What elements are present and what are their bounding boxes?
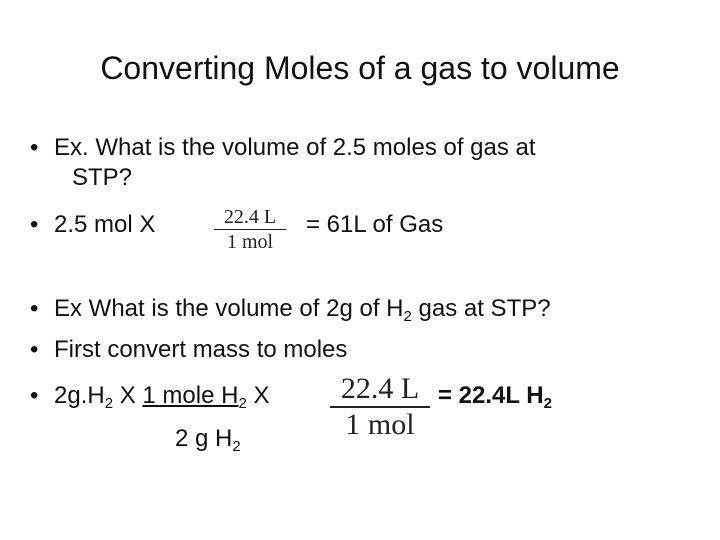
bullet-5-times-2: X <box>246 382 270 409</box>
bullet-5-prefix-subscript: 2 <box>104 395 114 412</box>
denominator-text: 2 g H <box>175 425 233 452</box>
bullet-3-end: gas at STP? <box>411 295 551 322</box>
bullet-1-line-1: Ex. What is the volume of 2.5 moles of gas at <box>54 134 536 161</box>
bullet-5-prefix: 2g.H <box>54 382 105 409</box>
bullet-2-prefix: 2.5 mol X <box>54 211 156 238</box>
bullet-4-text: First convert mass to moles <box>54 336 348 359</box>
bullet-5-numerator <box>142 382 247 412</box>
denominator-subscript: 2 <box>232 438 241 455</box>
fraction-liters-per-mol <box>214 205 286 254</box>
bullet-5-denominator <box>175 424 241 454</box>
fraction-numerator: 22.4 L <box>223 206 277 228</box>
numerator-subscript: 2 <box>238 395 247 412</box>
bullet-marker: • <box>30 336 39 363</box>
bullet-5-times: X <box>113 382 143 409</box>
bullet-1-line-2: STP? <box>72 164 133 191</box>
bullet-3-subscript: 2 <box>403 308 412 325</box>
bullet-3-main: Ex What is the volume of 2g of H <box>54 295 404 322</box>
result-text: = 22.4L H <box>438 382 544 409</box>
fraction-denominator: 1 mol <box>226 231 274 253</box>
fraction-denominator: 1 mol <box>345 408 415 441</box>
fraction-numerator: 22.4 L <box>340 372 420 405</box>
bullet-5-expression <box>54 381 269 411</box>
slide-title: Converting Moles of a gas to volume <box>100 50 620 86</box>
bullet-3-text <box>54 294 551 324</box>
bullet-4-clip <box>54 335 434 359</box>
bullet-marker: • <box>30 295 39 322</box>
bullet-marker: • <box>30 382 39 409</box>
bullet-marker: • <box>30 211 39 238</box>
numerator-text: 1 mole H <box>142 382 239 409</box>
bullet-2-suffix: = 61L of Gas <box>306 211 444 238</box>
result-subscript: 2 <box>543 395 552 412</box>
bullet-marker: • <box>30 134 39 161</box>
bullet-5-result <box>438 381 552 411</box>
fraction-liters-per-mol-large <box>330 372 430 442</box>
